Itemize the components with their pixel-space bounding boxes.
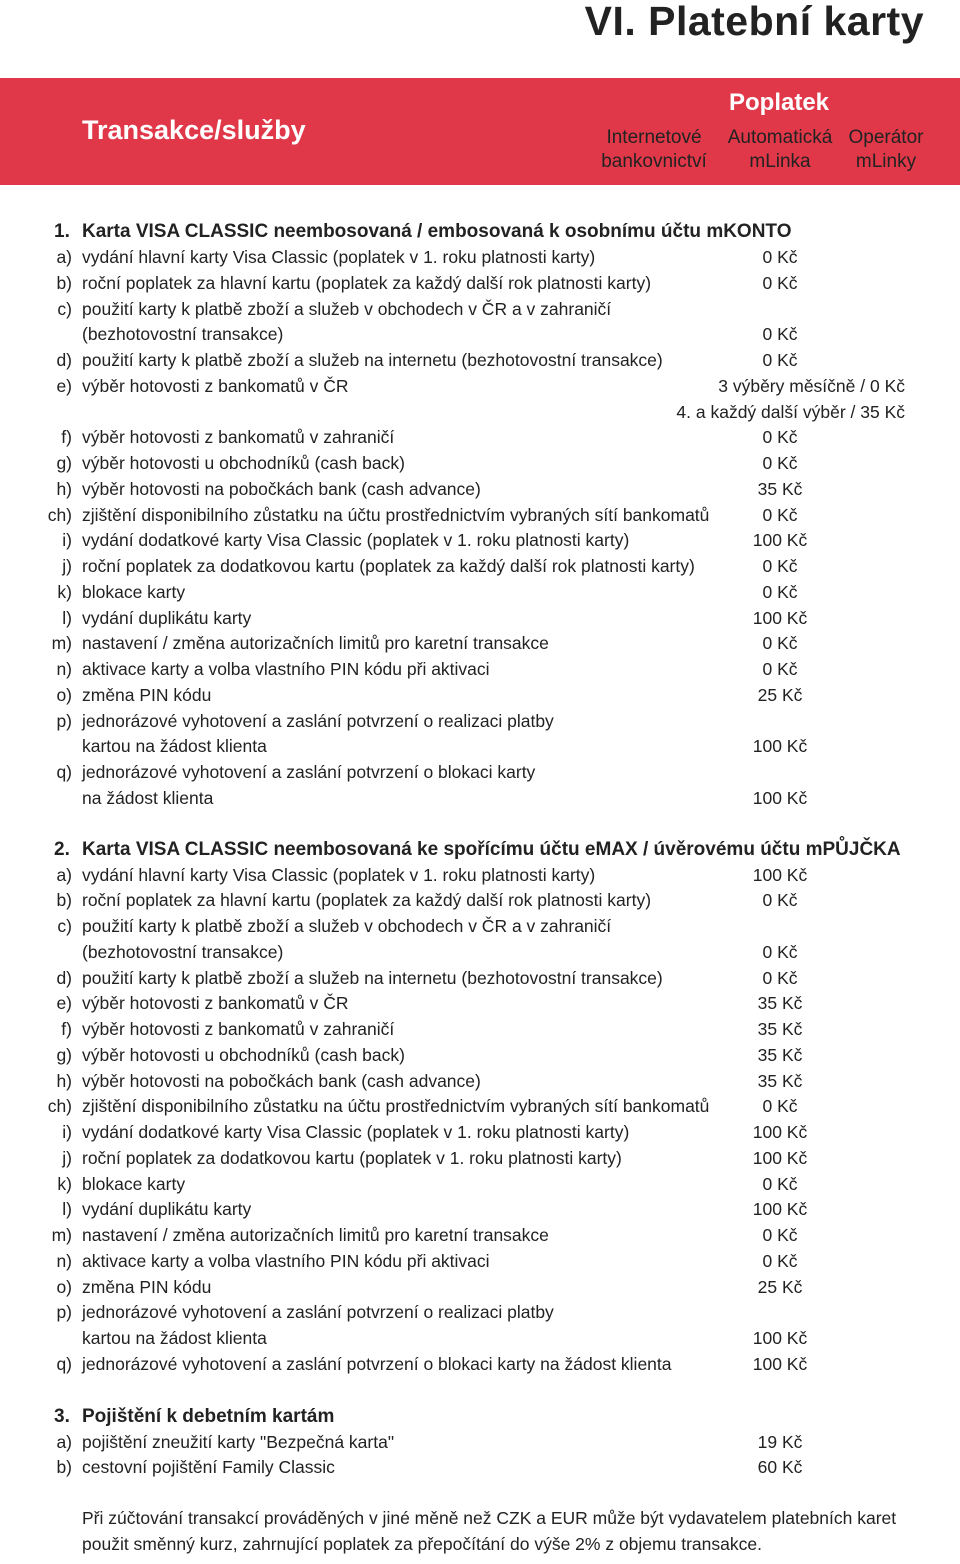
row-fee: 100 Kč bbox=[752, 736, 808, 757]
row-fee: 100 Kč bbox=[752, 864, 808, 885]
fee-row bbox=[0, 1275, 960, 1301]
fee-row bbox=[0, 580, 960, 606]
row-description: roční poplatek za hlavní kartu (poplatek za každý další rok platnosti karty) bbox=[82, 890, 652, 911]
row-fee: 35 Kč bbox=[757, 1070, 803, 1091]
row-fee: 35 Kč bbox=[757, 993, 803, 1014]
column-automatic-mlinka bbox=[720, 126, 840, 174]
row-description: použití karty k platbě zboží a služeb v obchodech v ČR a v zahraničí bbox=[82, 916, 612, 936]
row-description: výběr hotovosti u obchodníků (cash back) bbox=[82, 1044, 405, 1065]
row-fee: 0 Kč bbox=[762, 890, 798, 911]
row-description: použití karty k platbě zboží a služeb v obchodech v ČR a v zahraničí bbox=[82, 298, 612, 319]
fee-row bbox=[0, 606, 960, 632]
row-fee: 0 Kč bbox=[762, 324, 798, 345]
row-description: výběr hotovosti na pobočkách bank (cash advance) bbox=[82, 478, 481, 499]
fee-row bbox=[0, 1069, 960, 1095]
row-letter: f) bbox=[61, 1019, 72, 1039]
row-letter: h) bbox=[56, 1070, 72, 1091]
row-description: (bezhotovostní transakce) bbox=[82, 324, 284, 345]
row-description: zjištění disponibilního zůstatku na účtu prostřednictvím vybraných sítí bankomatů bbox=[82, 1096, 710, 1117]
fee-row bbox=[0, 734, 960, 760]
fee-row bbox=[0, 709, 960, 735]
row-fee: 35 Kč bbox=[757, 1044, 803, 1065]
row-fee: 25 Kč bbox=[757, 1276, 803, 1297]
row-description: roční poplatek za hlavní kartu (poplatek za každý další rok platnosti karty) bbox=[82, 272, 652, 293]
fee-list bbox=[0, 219, 960, 1558]
row-description: roční poplatek za dodatkovou kartu (poplatek za každý další rok platnosti karty) bbox=[82, 556, 695, 576]
row-description: změna PIN kódu bbox=[82, 1276, 212, 1297]
fee-row bbox=[0, 1300, 960, 1326]
row-fee: 0 Kč bbox=[762, 453, 798, 473]
row-letter: j) bbox=[62, 556, 72, 576]
row-letter: j) bbox=[62, 1147, 72, 1168]
row-fee: 0 Kč bbox=[762, 350, 798, 370]
row-description: vydání dodatkové karty Visa Classic (poplatek v 1. roku platnosti karty) bbox=[82, 1122, 630, 1142]
fee-row bbox=[0, 1223, 960, 1249]
row-letter: g) bbox=[56, 453, 72, 473]
fee-row bbox=[0, 554, 960, 580]
section-heading: Karta VISA CLASSIC neembosovaná ke spořícímu účtu eMAX / úvěrovému účtu mPŮJČKA bbox=[82, 838, 901, 860]
column-label-line1: Operátor bbox=[848, 127, 924, 148]
fee-row bbox=[0, 297, 960, 323]
column-label-line2: bankovnictví bbox=[601, 151, 707, 172]
fee-row bbox=[0, 1146, 960, 1172]
row-fee: 100 Kč bbox=[752, 1147, 808, 1168]
row-description: blokace karty bbox=[82, 1173, 186, 1194]
row-fee: 100 Kč bbox=[752, 1353, 808, 1374]
fee-row bbox=[0, 1094, 960, 1120]
row-letter: e) bbox=[56, 375, 72, 396]
row-description: vydání dodatkové karty Visa Classic (poplatek v 1. roku platnosti karty) bbox=[82, 530, 630, 551]
fee-row bbox=[0, 348, 960, 374]
row-letter: m) bbox=[51, 1225, 72, 1245]
section-title bbox=[0, 837, 960, 863]
row-fee: 100 Kč bbox=[752, 607, 808, 628]
row-letter: f) bbox=[61, 427, 72, 448]
transactions-column-label: Transakce/služby bbox=[82, 115, 306, 145]
row-description: výběr hotovosti z bankomatů v zahraničí bbox=[82, 1019, 395, 1039]
row-letter: k) bbox=[57, 1173, 72, 1194]
row-letter: q) bbox=[56, 1353, 72, 1374]
row-letter: a) bbox=[56, 864, 72, 885]
row-letter: c) bbox=[57, 298, 72, 319]
fee-row bbox=[0, 1455, 960, 1481]
row-fee: 35 Kč bbox=[757, 478, 803, 499]
row-description: výběr hotovosti z bankomatů v zahraničí bbox=[82, 427, 395, 448]
fee-row bbox=[0, 1249, 960, 1275]
column-label-line1: Internetové bbox=[606, 127, 702, 148]
row-description: zjištění disponibilního zůstatku na účtu prostřednictvím vybraných sítí bankomatů bbox=[82, 504, 710, 525]
row-fee-note: 3 výběry měsíčně / 0 Kč bbox=[718, 375, 905, 396]
fee-row bbox=[0, 477, 960, 503]
row-letter: a) bbox=[56, 247, 72, 267]
row-description: jednorázové vyhotovení a zaslání potvrzení o blokaci karty bbox=[82, 762, 536, 782]
row-description: výběr hotovosti z bankomatů v ČR bbox=[82, 993, 349, 1014]
row-fee: 0 Kč bbox=[762, 1173, 798, 1194]
column-operator-mlinky bbox=[826, 126, 946, 174]
row-letter: ch) bbox=[47, 504, 72, 525]
row-fee: 0 Kč bbox=[762, 427, 798, 448]
column-label-line2: mLinka bbox=[749, 151, 811, 172]
row-letter: n) bbox=[56, 659, 72, 679]
fee-group-label: Poplatek bbox=[729, 89, 830, 116]
row-letter: l) bbox=[62, 607, 72, 628]
row-fee: 0 Kč bbox=[762, 1096, 798, 1117]
row-letter: i) bbox=[62, 1122, 72, 1142]
row-fee: 0 Kč bbox=[762, 633, 798, 654]
column-internet-banking bbox=[594, 126, 714, 174]
row-fee: 100 Kč bbox=[752, 530, 808, 551]
row-fee: 19 Kč bbox=[757, 1431, 803, 1452]
fee-row bbox=[0, 1430, 960, 1456]
row-fee-note: 4. a každý další výběr / 35 Kč bbox=[676, 401, 905, 422]
row-letter: n) bbox=[56, 1250, 72, 1271]
row-fee: 25 Kč bbox=[757, 684, 803, 705]
row-letter: b) bbox=[56, 272, 72, 293]
row-fee: 100 Kč bbox=[752, 1122, 808, 1142]
row-description: na žádost klienta bbox=[82, 787, 214, 808]
row-fee: 0 Kč bbox=[762, 659, 798, 679]
fee-row bbox=[0, 888, 960, 914]
section-title bbox=[0, 1404, 960, 1430]
fee-row bbox=[0, 1017, 960, 1043]
fee-row bbox=[0, 1172, 960, 1198]
row-letter: d) bbox=[56, 350, 72, 370]
row-letter: p) bbox=[56, 1302, 72, 1323]
fee-row bbox=[0, 1197, 960, 1223]
fee-row bbox=[0, 683, 960, 709]
row-fee: 0 Kč bbox=[762, 941, 798, 962]
row-fee: 0 Kč bbox=[762, 272, 798, 293]
row-letter: q) bbox=[56, 762, 72, 782]
fee-row bbox=[0, 940, 960, 966]
row-letter: k) bbox=[57, 581, 72, 602]
row-description: vydání duplikátu karty bbox=[82, 1199, 252, 1220]
row-letter: p) bbox=[56, 710, 72, 731]
fee-row bbox=[0, 374, 960, 400]
row-description: výběr hotovosti z bankomatů v ČR bbox=[82, 375, 349, 396]
section-heading: Karta VISA CLASSIC neembosovaná / embosovaná k osobnímu účtu mKONTO bbox=[82, 221, 792, 242]
row-description: (bezhotovostní transakce) bbox=[82, 941, 284, 962]
row-letter: a) bbox=[56, 1431, 72, 1452]
row-letter: o) bbox=[56, 1276, 72, 1297]
row-description: vydání hlavní karty Visa Classic (poplatek v 1. roku platnosti karty) bbox=[82, 864, 596, 885]
fee-row bbox=[0, 1352, 960, 1378]
fee-table-header bbox=[0, 78, 960, 185]
page-title: VI. Platební karty bbox=[584, 0, 924, 44]
row-fee: 0 Kč bbox=[762, 247, 798, 267]
section-heading: Pojištění k debetním kartám bbox=[82, 1405, 335, 1427]
row-description: kartou na žádost klienta bbox=[82, 736, 267, 757]
fee-row bbox=[0, 760, 960, 786]
section-number: 2. bbox=[54, 838, 70, 860]
row-description: aktivace karty a volba vlastního PIN kódu při aktivaci bbox=[82, 659, 490, 679]
row-description: výběr hotovosti na pobočkách bank (cash advance) bbox=[82, 1070, 481, 1091]
fee-row bbox=[0, 271, 960, 297]
section-title bbox=[0, 219, 960, 245]
fee-row bbox=[0, 966, 960, 992]
row-fee: 100 Kč bbox=[752, 1328, 808, 1348]
row-description: jednorázové vyhotovení a zaslání potvrzení o realizaci platby bbox=[82, 710, 554, 731]
row-letter: ch) bbox=[47, 1096, 72, 1117]
fee-row bbox=[0, 1043, 960, 1069]
row-fee: 0 Kč bbox=[762, 1250, 798, 1271]
fee-row bbox=[0, 1326, 960, 1352]
column-label-line2: mLinky bbox=[855, 151, 917, 172]
fee-row bbox=[0, 863, 960, 889]
fee-row bbox=[0, 1120, 960, 1146]
fee-row bbox=[0, 631, 960, 657]
row-fee: 0 Kč bbox=[762, 581, 798, 602]
fx-fee-note: Při zúčtování transakcí prováděných v jiné měně než CZK a EUR může být vydavatelem platebních karet použit směnný kurz, zahrnující poplatek za přepočítání do výše 2% z objemu transakce. bbox=[82, 1508, 897, 1554]
row-letter: m) bbox=[51, 633, 72, 654]
column-label-line1: Automatická bbox=[727, 127, 833, 148]
row-description: roční poplatek za dodatkovou kartu (poplatek v 1. roku platnosti karty) bbox=[82, 1147, 622, 1168]
fee-row bbox=[0, 451, 960, 477]
fee-row bbox=[0, 503, 960, 529]
row-letter: o) bbox=[56, 684, 72, 705]
row-description: jednorázové vyhotovení a zaslání potvrzení o realizaci platby bbox=[82, 1302, 554, 1323]
fee-row bbox=[0, 991, 960, 1017]
row-description: blokace karty bbox=[82, 581, 186, 602]
row-description: jednorázové vyhotovení a zaslání potvrzení o blokaci karty na žádost klienta bbox=[82, 1353, 672, 1374]
row-fee: 100 Kč bbox=[752, 1199, 808, 1220]
fee-row bbox=[0, 528, 960, 554]
row-fee: 60 Kč bbox=[757, 1457, 803, 1478]
row-description: vydání hlavní karty Visa Classic (poplatek v 1. roku platnosti karty) bbox=[82, 247, 596, 267]
row-letter: l) bbox=[62, 1199, 72, 1220]
fee-row bbox=[0, 400, 960, 426]
row-description: výběr hotovosti u obchodníků (cash back) bbox=[82, 453, 405, 473]
row-fee: 0 Kč bbox=[762, 1225, 798, 1245]
fee-row bbox=[0, 786, 960, 812]
row-letter: h) bbox=[56, 478, 72, 499]
row-fee: 0 Kč bbox=[762, 967, 798, 988]
row-letter: b) bbox=[56, 890, 72, 911]
row-fee: 35 Kč bbox=[757, 1019, 803, 1039]
row-description: cestovní pojištění Family Classic bbox=[82, 1457, 335, 1478]
row-fee: 0 Kč bbox=[762, 556, 798, 576]
row-letter: b) bbox=[56, 1457, 72, 1478]
section-number: 1. bbox=[54, 221, 70, 242]
row-description: nastavení / změna autorizačních limitů pro karetní transakce bbox=[82, 633, 549, 654]
row-letter: i) bbox=[62, 530, 72, 551]
row-letter: g) bbox=[56, 1044, 72, 1065]
fee-row bbox=[0, 425, 960, 451]
row-description: pojištění zneužití karty "Bezpečná karta" bbox=[82, 1431, 395, 1452]
row-letter: c) bbox=[57, 916, 72, 936]
fee-row bbox=[0, 657, 960, 683]
row-description: nastavení / změna autorizačních limitů pro karetní transakce bbox=[82, 1225, 549, 1245]
section-number: 3. bbox=[54, 1405, 70, 1427]
row-fee: 100 Kč bbox=[752, 787, 808, 808]
row-description: změna PIN kódu bbox=[82, 684, 212, 705]
row-fee: 0 Kč bbox=[762, 504, 798, 525]
row-letter: e) bbox=[56, 993, 72, 1014]
fee-row bbox=[0, 914, 960, 940]
row-letter: d) bbox=[56, 967, 72, 988]
row-description: použití karty k platbě zboží a služeb na internetu (bezhotovostní transakce) bbox=[82, 350, 663, 370]
row-description: aktivace karty a volba vlastního PIN kódu při aktivaci bbox=[82, 1250, 490, 1271]
row-description: použití karty k platbě zboží a služeb na internetu (bezhotovostní transakce) bbox=[82, 967, 663, 988]
fee-row bbox=[0, 245, 960, 271]
row-description: vydání duplikátu karty bbox=[82, 607, 252, 628]
row-description: kartou na žádost klienta bbox=[82, 1328, 267, 1348]
fee-row bbox=[0, 322, 960, 348]
